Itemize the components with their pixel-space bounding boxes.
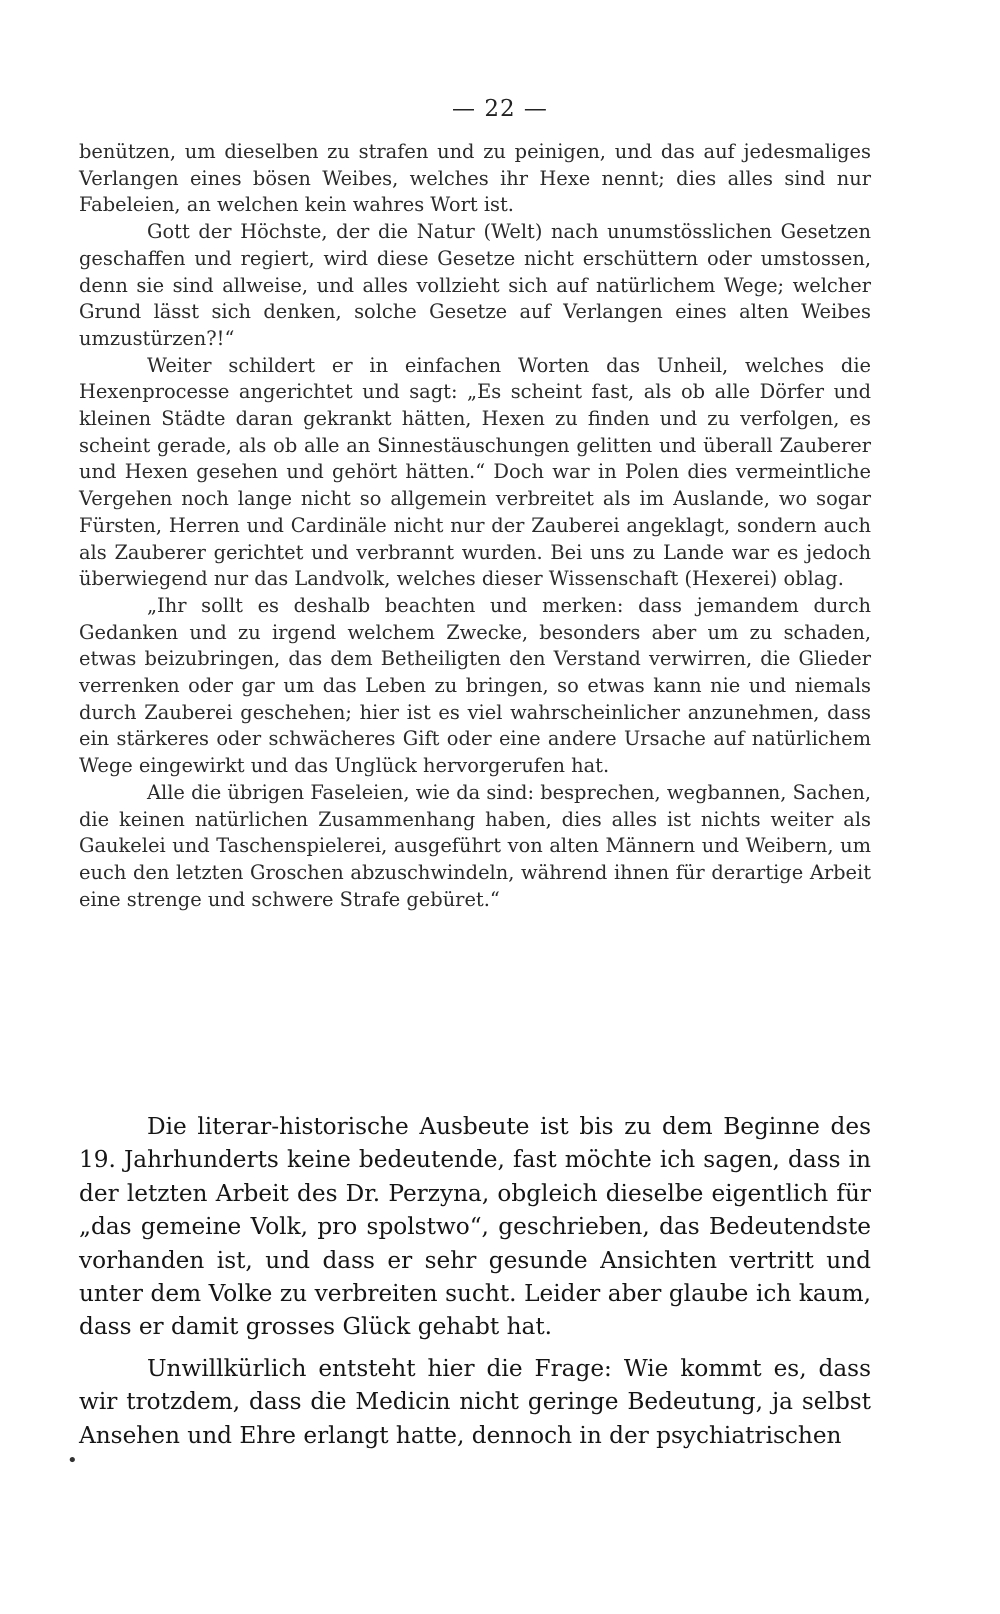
paragraph: Gott der Höchste, der die Natur (Welt) nach unumstösslichen Gesetzen geschaffen und regiert, wird diese Gesetze nicht erschüttern oder umstossen, denn sie sind allweise, und alles vollzieht sich auf natürlichem Wege; welcher Grund lässt sich denken, solche Gesetze auf Verlangen eines alten Weibes umzustürzen?!“: [79, 220, 871, 350]
paragraph: Alle die übrigen Faseleien, wie da sind: besprechen, wegbannen, Sachen, die keinen natürlichen Zusammenhang haben, dies alles ist nichts weiter als Gaukelei und Taschenspielerei, ausgeführt von alten Männern und Weibern, um euch den letzten Groschen abzuschwindeln, während ihnen für derartige Arbeit eine strenge und schwere Strafe gebüret.“: [79, 780, 871, 911]
paragraph-continuation: benützen, um dieselben zu strafen und zu peinigen, und das auf jedesmaliges Verlangen eines bösen Weibes, welches ihr Hexe nennt; dies alles sind nur Fabeleien, an welchen kein wahres Wort ist.: [79, 140, 871, 217]
paragraph: „Ihr sollt es deshalb beachten und merken: dass jemandem durch Gedanken und zu irgend welchem Zwecke, besonders aber um zu schaden, etwas beizubringen, das dem Betheiligten den Verstand verwirren, die Glieder verrenken oder gar um das Leben zu bringen, so etwas kann nie und niemals durch Zauberei geschehen; hier ist es viel wahrscheinlicher anzunehmen, dass ein stärkeres oder schwächeres Gift oder eine andere Ursache auf natürlichem Wege eingewirkt und das Unglück hervorgerufen hat.: [79, 593, 871, 778]
stray-ink-mark: •: [67, 1450, 78, 1471]
quoted-text-block: [79, 139, 871, 913]
paragraph: Die literar-historische Ausbeute ist bis zu dem Beginne des 19. Jahrhunderts keine bedeutende, fast möchte ich sagen, dass in der letzten Arbeit des Dr. Perzyna, obgleich dieselbe eigentlich für „das gemeine Volk, pro spolstwo“, geschrieben, das Bedeutendste vorhanden ist, und dass er sehr gesunde Ansichten vertritt und unter dem Volke zu verbreiten sucht. Leider aber glaube ich kaum, dass er damit grosses Glück gehabt hat.: [79, 1113, 871, 1341]
page-number: — 22 —: [452, 96, 548, 122]
paragraph: Weiter schildert er in einfachen Worten das Unheil, welches die Hexenprocesse angerichtet und sagt: „Es scheint fast, als ob alle Dörfer und kleinen Städte daran gekrankt hätten, Hexen zu finden und zu verfolgen, es scheint gerade, als ob alle an Sinnestäuschungen gelitten und überall Zauberer und Hexen gesehen und gehört hätten.“ Doch war in Polen dies vermeintliche Vergehen noch lange nicht so allgemein verbreitet als im Auslande, wo sogar Fürsten, Herren und Cardinäle nicht nur der Zauberei angeklagt, sondern auch als Zauberer gerichtet und verbrannt wurden. Bei uns zu Lande war es jedoch überwiegend nur das Landvolk, welches dieser Wissenschaft (Hexerei) oblag.: [79, 353, 871, 591]
main-text-block: [79, 1110, 871, 1452]
paragraph: Unwillkürlich entsteht hier die Frage: Wie kommt es, dass wir trotzdem, dass die Medicin nicht geringe Bedeutung, ja selbst Ansehen und Ehre erlangt hatte, dennoch in der psychiatrischen: [79, 1354, 871, 1449]
